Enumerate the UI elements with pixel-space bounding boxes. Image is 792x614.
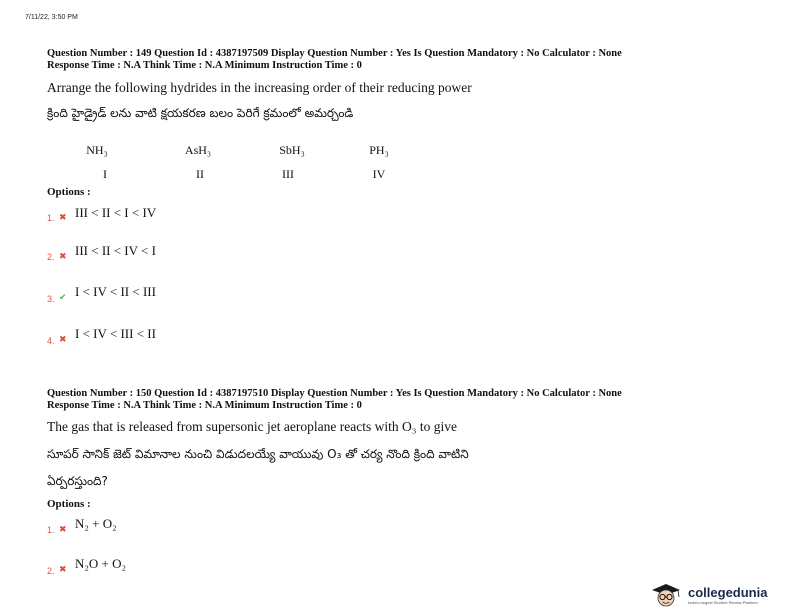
hydride-label-1: I bbox=[103, 167, 107, 181]
cross-icon: ✖ bbox=[59, 212, 67, 222]
option-number: 4. bbox=[47, 336, 55, 346]
option-text: I < IV < III < II bbox=[75, 326, 156, 341]
collegedunia-logo bbox=[648, 583, 788, 609]
question-150-meta bbox=[47, 388, 622, 412]
question-149-text-en: Arrange the following hydrides in the increasing order of their reducing power bbox=[47, 80, 472, 95]
option-number: 3. bbox=[47, 294, 55, 304]
option-text: N₂O + O₂ bbox=[75, 556, 127, 571]
hydride-label-4: IV bbox=[372, 167, 386, 181]
print-timestamp: 7/11/22, 3:50 PM bbox=[25, 14, 78, 21]
question-149-text-te: క్రింది హైడ్రైడ్ లను వాటి క్షయకరణ బలం పెరిగే క్రమంలో అమర్చండి bbox=[47, 106, 354, 120]
cross-icon: ✖ bbox=[59, 334, 67, 344]
meta-line-1: Question Number : 150 Question Id : 4387197510 Display Question Number : Yes Is Question Mandatory : No Calculator : None bbox=[47, 388, 622, 399]
hydride-formula-1: NH₃ bbox=[86, 143, 108, 157]
question-149-meta bbox=[47, 48, 622, 72]
option-number: 2. bbox=[47, 252, 55, 262]
cross-icon: ✖ bbox=[59, 564, 67, 574]
options-label: Options : bbox=[47, 498, 91, 510]
meta-line-1: Question Number : 149 Question Id : 4387197509 Display Question Number : Yes Is Question Mandatory : No Calculator : None bbox=[47, 48, 622, 59]
logo-tagline: India's largest Student Review Platform bbox=[688, 600, 758, 605]
question-150-text-te-line2: ఏర్పరస్తుంది? bbox=[47, 474, 108, 488]
option-number: 1. bbox=[47, 213, 55, 223]
mascot-icon bbox=[648, 583, 684, 609]
hydride-formula-3: SbH₃ bbox=[279, 143, 305, 157]
meta-line-2: Response Time : N.A Think Time : N.A Minimum Instruction Time : 0 bbox=[47, 400, 362, 411]
option-text: I < IV < II < III bbox=[75, 284, 156, 299]
question-150-text-te-line1: సూపర్ సానిక్ జెట్ విమానాల నుంచి విడుదలయ్యే వాయువు O₃ తో చర్య నొంది క్రింది వాటిని bbox=[47, 447, 469, 461]
option-text: N₂ + O₂ bbox=[75, 516, 117, 531]
hydride-formula-2: AsH₃ bbox=[184, 143, 212, 157]
option-text: III < II < I < IV bbox=[75, 205, 157, 220]
options-label: Options : bbox=[47, 186, 91, 198]
option-text: III < II < IV < I bbox=[75, 243, 156, 258]
logo-wordmark: collegedunia bbox=[688, 585, 768, 600]
hydride-label-3: III bbox=[282, 167, 294, 181]
check-icon: ✔ bbox=[59, 292, 67, 302]
cross-icon: ✖ bbox=[59, 524, 67, 534]
hydride-label-2: II bbox=[196, 167, 204, 181]
cross-icon: ✖ bbox=[59, 251, 67, 261]
hydride-formula-4: PH₃ bbox=[369, 143, 389, 157]
option-number: 1. bbox=[47, 525, 55, 535]
meta-line-2: Response Time : N.A Think Time : N.A Minimum Instruction Time : 0 bbox=[47, 60, 362, 71]
option-number: 2. bbox=[47, 566, 55, 576]
question-150-text-en: The gas that is released from supersonic jet aeroplane reacts with O₃ to give bbox=[47, 419, 457, 434]
